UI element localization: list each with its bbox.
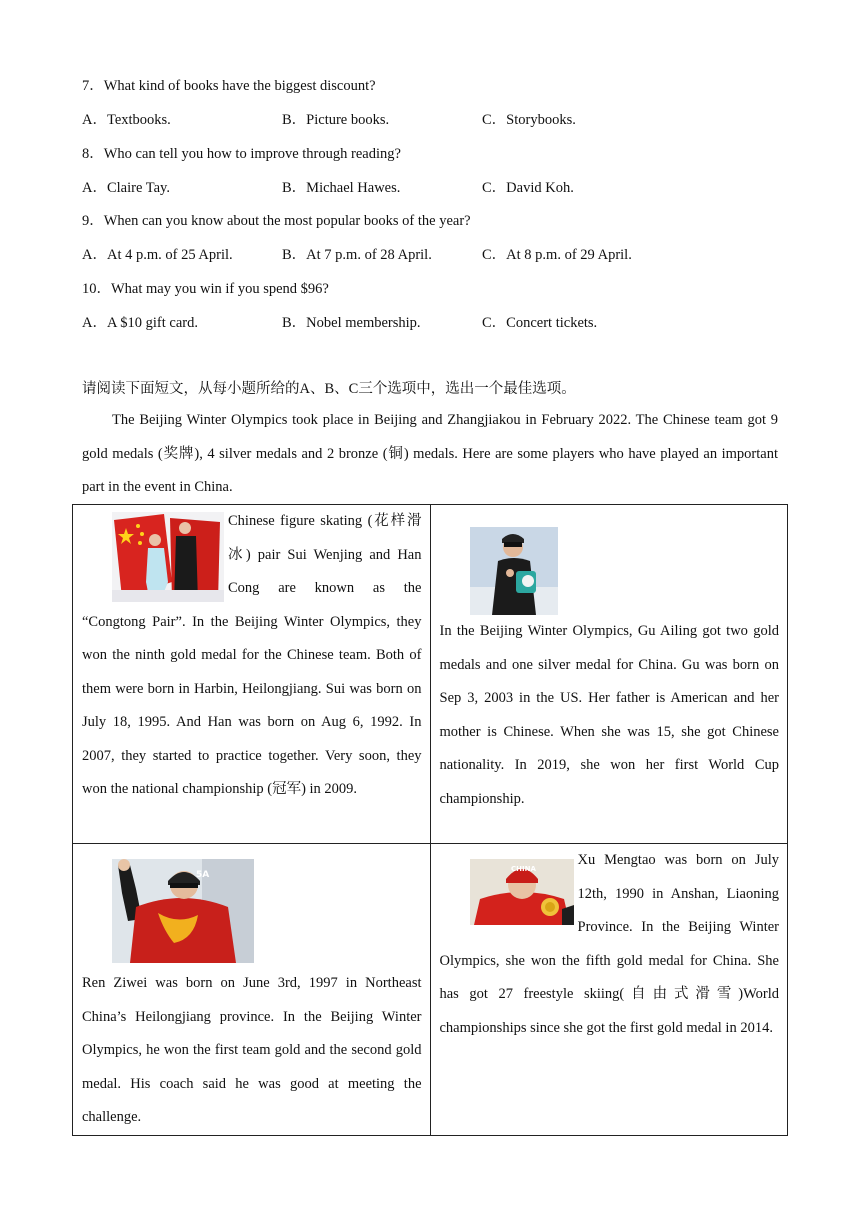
question-7: 7．What kind of books have the biggest discount? <box>82 78 376 94</box>
question-9: 9．When can you know about the most popular books of the year? <box>82 213 471 229</box>
gu-ailing-photo <box>470 527 558 615</box>
xu-jacket-badge: CHINA <box>510 865 536 873</box>
q10-option-a: A．A $10 gift card. <box>82 315 198 331</box>
q10-option-b: B．Nobel membership. <box>282 315 421 331</box>
reading-instruction: 请阅读下面短文，从每小题所给的A、B、C三个选项中，选出一个最佳选项。 <box>82 381 576 397</box>
player-cell-sui-han <box>73 505 431 844</box>
passage-intro: The Beijing Winter Olympics took place in Beijing and Zhangjiakou in February 2022. The Chinese team got 9 gold medals (奖牌), 4 silver medals and 2 bronze (铜) medals. Here are some players who have played an important part in the event in China. <box>82 412 778 495</box>
question-8: 8．Who can tell you how to improve through reading? <box>82 146 401 162</box>
ren-ziwei-photo <box>112 859 254 963</box>
xu-mengtao-text: Xu Mengtao was born on July 12th, 1990 in Anshan, Liaoning Province. In the Beijing Winter Olympics, she won the fifth gold medal for China. She has got 27 freestyle skiing(自由式滑雪)World championships since she got the first gold medal in 2014. <box>439 852 779 1036</box>
player-cell-ren-ziwei <box>73 844 431 1136</box>
q10-option-c: C．Concert tickets. <box>482 315 598 331</box>
sui-han-photo <box>112 512 224 602</box>
q9-option-b: B．At 7 p.m. of 28 April. <box>282 247 432 263</box>
q8-option-b: B．Michael Hawes. <box>282 180 401 196</box>
xu-mengtao-photo <box>470 859 574 925</box>
players-table <box>72 504 788 1136</box>
q7-option-b: B．Picture books. <box>282 112 390 128</box>
q7-option-a: A．Textbooks. <box>82 112 171 128</box>
ren-helmet-badge: 5A <box>196 870 210 880</box>
player-cell-xu-mengtao <box>430 844 788 1136</box>
sui-han-text: Chinese figure skating (花样滑冰) pair Sui Wenjing and Han Cong are known as the “Congtong Pair”. In the Beijing Winter Olympics, they won the ninth gold medal for the Chinese team. Both of them were born in Harbin, Heilongjiang. Sui was born on July 18, 1995. And Han was born on Aug 6, 1992. In 2007, they started to practice together. Very soon, they won the national championship (冠军) in 2009. <box>82 513 422 797</box>
ren-ziwei-text: Ren Ziwei was born on June 3rd, 1997 in Northeast China’s Heilongjiang province. In the Beijing Winter Olympics, he won the first team gold and the second gold medal. His coach said he was good at meeting the challenge. <box>82 975 422 1125</box>
q9-option-c: C．At 8 p.m. of 29 April. <box>482 247 632 263</box>
q7-option-c: C．Storybooks. <box>482 112 576 128</box>
q9-option-a: A．At 4 p.m. of 25 April. <box>82 247 233 263</box>
q8-option-a: A．Claire Tay. <box>82 180 170 196</box>
gu-ailing-text: In the Beijing Winter Olympics, Gu Ailing got two gold medals and one silver medal for China. Gu was born on Sep 3, 2003 in the US. Her father is American and her mother is Chinese. When she was 15, she got Chinese nationality. In 2019, she won her first World Cup championship. <box>439 623 779 807</box>
player-cell-gu-ailing <box>430 505 788 844</box>
q8-option-c: C．David Koh. <box>482 180 574 196</box>
question-10: 10．What may you win if you spend $96? <box>82 281 329 297</box>
